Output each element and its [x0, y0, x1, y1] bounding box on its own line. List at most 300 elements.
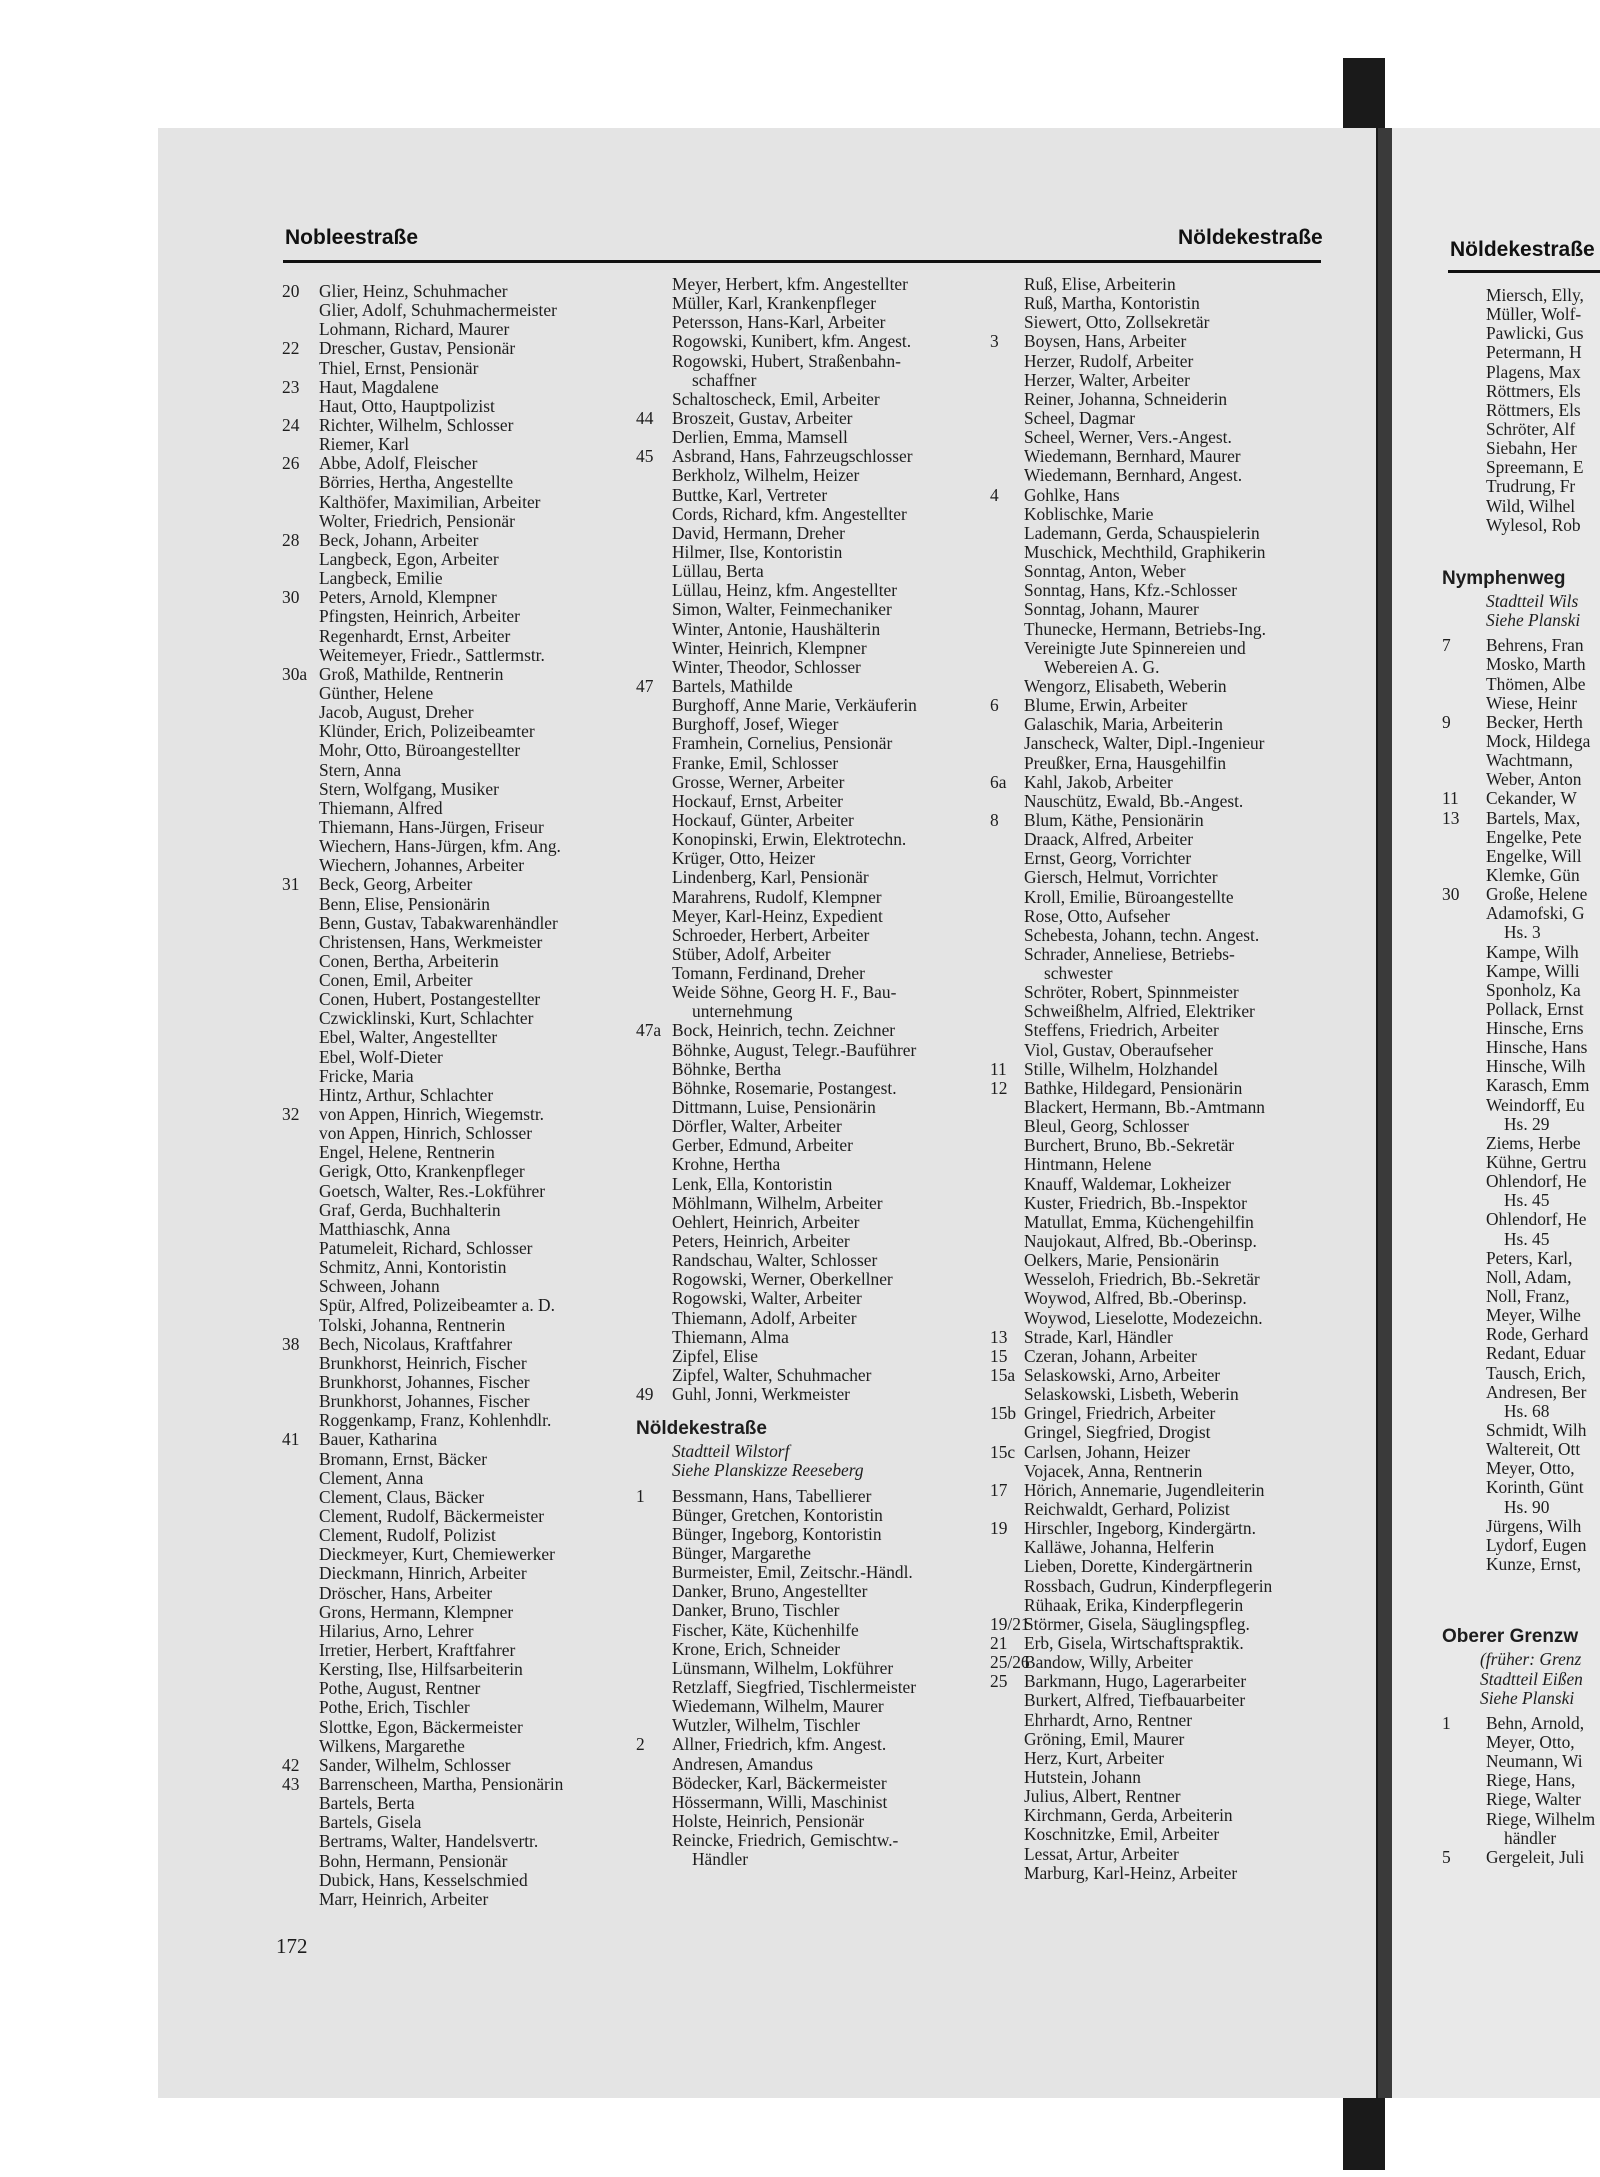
- house-number: [1442, 1172, 1486, 1191]
- resident-entry: Steffens, Friedrich, Arbeiter: [1024, 1020, 1219, 1041]
- directory-entry: [990, 1519, 1320, 1538]
- house-number: [1442, 420, 1486, 439]
- nymphenweg-map-reference: Siehe Planski: [1486, 610, 1581, 631]
- resident-entry: Kalthöfer, Maximilian, Arbeiter: [319, 491, 541, 512]
- house-number: [636, 1251, 672, 1270]
- house-number: [282, 512, 319, 531]
- directory-entry: [636, 945, 988, 964]
- directory-entry: [636, 868, 988, 887]
- resident-entry: Webereien A. G.: [1044, 656, 1160, 677]
- house-number: [1442, 516, 1486, 535]
- directory-entry: [990, 1385, 1320, 1404]
- resident-entry: Kunze, Ernst,: [1486, 1554, 1582, 1574]
- resident-entry: Engelke, Pete: [1486, 826, 1582, 847]
- directory-entry: [636, 1640, 988, 1659]
- section-title-nymphenweg: Nymphenweg: [1442, 567, 1566, 589]
- resident-entry: Koschnitzke, Emil, Arbeiter: [1024, 1824, 1220, 1845]
- house-number: [1442, 904, 1486, 923]
- resident-entry: Conen, Hubert, Postangestellter: [319, 989, 541, 1010]
- resident-entry: Jacob, August, Dreher: [319, 702, 474, 723]
- house-number: [636, 1697, 672, 1716]
- house-number: 22: [282, 338, 300, 359]
- house-number: [990, 868, 1024, 887]
- directory-entry: [282, 320, 627, 339]
- house-number: [282, 1450, 319, 1469]
- directory-entry: [282, 895, 627, 914]
- house-number: [636, 332, 672, 351]
- directory-entry: [282, 1220, 627, 1239]
- directory-entry: [636, 1194, 988, 1213]
- house-number: [1442, 1344, 1486, 1363]
- house-number: [282, 1028, 319, 1047]
- house-number: [990, 428, 1024, 447]
- house-number: [1442, 1325, 1486, 1344]
- resident-entry: Dröscher, Hans, Arbeiter: [319, 1582, 493, 1603]
- house-number: 11: [1442, 788, 1459, 809]
- directory-entry: [282, 741, 627, 760]
- resident-entry: Slottke, Egon, Bäckermeister: [319, 1716, 523, 1737]
- house-number: 25: [990, 1671, 1008, 1692]
- house-number: [990, 983, 1024, 1002]
- resident-entry: Wengorz, Elisabeth, Weberin: [1024, 675, 1227, 696]
- directory-entry: [990, 294, 1320, 313]
- house-number: [282, 1373, 319, 1392]
- resident-entry: Winter, Theodor, Schlosser: [672, 656, 861, 677]
- directory-entry: [636, 524, 988, 543]
- resident-entry: Gergeleit, Juli: [1486, 1846, 1585, 1867]
- house-number: [636, 715, 672, 734]
- resident-entry: Peters, Heinrich, Arbeiter: [672, 1231, 850, 1252]
- house-number: 8: [990, 809, 999, 830]
- house-number: [282, 990, 319, 1009]
- resident-entry: Nauschütz, Ewald, Bb.-Angest.: [1024, 790, 1244, 811]
- resident-entry: Bock, Heinrich, techn. Zeichner: [672, 1020, 896, 1041]
- house-number: 47a: [636, 1020, 662, 1041]
- house-number: [636, 1793, 672, 1812]
- house-number: [990, 524, 1024, 543]
- resident-entry: Engelke, Will: [1486, 845, 1582, 866]
- house-number: [282, 1813, 319, 1832]
- resident-entry: Oelkers, Marie, Pensionärin: [1024, 1250, 1220, 1271]
- resident-entry: Naujokaut, Alfred, Bb.-Oberinsp.: [1024, 1231, 1257, 1252]
- resident-entry: Danker, Bruno, Tischler: [672, 1600, 840, 1621]
- resident-entry: Bünger, Margarethe: [672, 1543, 812, 1563]
- house-number: [1442, 1555, 1486, 1574]
- house-number: [282, 550, 319, 569]
- resident-entry: Hs. 68: [1504, 1400, 1550, 1421]
- house-number: [636, 1289, 672, 1308]
- house-number: [636, 466, 672, 485]
- directory-entry: [990, 524, 1320, 543]
- directory-entry: [990, 1328, 1320, 1347]
- resident-entry: Kahl, Jakob, Arbeiter: [1024, 771, 1173, 792]
- house-number: [990, 1117, 1024, 1136]
- directory-entry: [282, 1086, 627, 1105]
- directory-entry: [990, 945, 1320, 964]
- directory-entry: [282, 1048, 627, 1067]
- house-number: 15a: [990, 1365, 1016, 1386]
- resident-entry: Röttmers, Els: [1486, 399, 1581, 420]
- directory-entry: [990, 1347, 1320, 1366]
- directory-entry: [636, 696, 988, 715]
- directory-entry: [1442, 324, 1600, 343]
- directory-entry: [636, 1831, 988, 1850]
- resident-entry: Brunkhorst, Johannes, Fischer: [319, 1372, 530, 1393]
- house-number: 21: [990, 1632, 1008, 1653]
- house-number: [990, 792, 1024, 811]
- directory-entry: [282, 1718, 627, 1737]
- directory-entry: [990, 1289, 1320, 1308]
- resident-entry: Rogowski, Kunibert, kfm. Angest.: [672, 331, 912, 352]
- directory-entry: [990, 1309, 1320, 1328]
- resident-entry: Röttmers, Els: [1486, 380, 1581, 401]
- house-number: [282, 1832, 319, 1851]
- directory-entry: [1442, 401, 1600, 420]
- resident-entry: Riege, Hans,: [1486, 1770, 1576, 1791]
- house-number: [990, 1787, 1024, 1806]
- house-number: 41: [282, 1429, 300, 1450]
- house-number: [1442, 1364, 1486, 1383]
- directory-entry: [636, 562, 988, 581]
- house-number: [1442, 1268, 1486, 1287]
- directory-entry: [636, 1021, 988, 1040]
- house-number: [282, 1143, 319, 1162]
- resident-entry: Behrens, Fran: [1486, 635, 1584, 656]
- house-number: [1442, 1057, 1486, 1076]
- resident-entry: Hilarius, Arno, Lehrer: [319, 1620, 474, 1641]
- directory-entry: [282, 1373, 627, 1392]
- resident-entry: Wylesol, Rob: [1486, 514, 1581, 535]
- directory-entry: [282, 1679, 627, 1698]
- resident-entry: Guhl, Jonni, Werkmeister: [672, 1384, 850, 1405]
- resident-entry: unternehmung: [692, 1001, 793, 1022]
- directory-entry: [282, 1028, 627, 1047]
- resident-entry: Mosko, Marth: [1486, 654, 1586, 675]
- directory-entry: [1442, 885, 1600, 904]
- house-number: [282, 320, 319, 339]
- resident-entry: Selaskowski, Arno, Arbeiter: [1024, 1365, 1221, 1386]
- resident-entry: Thiemann, Alfred: [319, 797, 443, 818]
- resident-entry: Roggenkamp, Franz, Kohlenhdlr.: [319, 1410, 552, 1431]
- directory-entry: [282, 914, 627, 933]
- directory-entry: [990, 1462, 1320, 1481]
- house-number: [990, 1002, 1024, 1021]
- resident-entry: Große, Helene: [1486, 884, 1588, 905]
- house-number: [282, 646, 319, 665]
- directory-entry: [990, 1117, 1320, 1136]
- house-number: [990, 639, 1024, 658]
- resident-entry: Gröning, Emil, Maurer: [1024, 1728, 1185, 1749]
- directory-entry: [990, 1175, 1320, 1194]
- column-3: [990, 275, 1320, 1883]
- directory-entry: [636, 1270, 988, 1289]
- house-number: [636, 1525, 672, 1544]
- resident-entry: Stüber, Adolf, Arbeiter: [672, 943, 831, 964]
- resident-entry: Karasch, Emm: [1486, 1075, 1590, 1096]
- directory-entry: [1442, 713, 1600, 732]
- resident-entry: Drescher, Gustav, Pensionär: [319, 338, 516, 359]
- resident-entry: Peters, Arnold, Klempner: [319, 587, 497, 608]
- resident-entry: Giersch, Helmut, Vorrichter: [1024, 867, 1218, 888]
- house-number: [1442, 923, 1486, 942]
- directory-entry: [990, 811, 1320, 830]
- directory-entry: [990, 562, 1320, 581]
- directory-entry: [990, 428, 1320, 447]
- directory-entry: [636, 830, 988, 849]
- directory-entry: [636, 352, 988, 371]
- house-number: [636, 1155, 672, 1174]
- resident-entry: Dörfler, Walter, Arbeiter: [672, 1116, 842, 1137]
- resident-entry: Wiechern, Johannes, Arbeiter: [319, 855, 525, 876]
- directory-entry: [1442, 1829, 1600, 1848]
- directory-entry: [636, 849, 988, 868]
- directory-entry: [636, 1850, 988, 1869]
- directory-entry: [282, 990, 627, 1009]
- directory-entry: [282, 1832, 627, 1851]
- directory-entry: [636, 1002, 988, 1021]
- resident-entry: Clement, Rudolf, Bäckermeister: [319, 1506, 545, 1526]
- directory-entry: [636, 1582, 988, 1601]
- resident-entry: Wolter, Friedrich, Pensionär: [319, 510, 515, 531]
- house-number: [636, 658, 672, 677]
- resident-entry: Wiedemann, Wilhelm, Maurer: [672, 1696, 884, 1717]
- resident-entry: Patumeleit, Richard, Schlosser: [319, 1238, 533, 1259]
- directory-entry: [282, 646, 627, 665]
- section-title-oberer-grenzweg: Oberer Grenzw: [1442, 1626, 1579, 1648]
- resident-entry: Clement, Anna: [319, 1467, 424, 1488]
- directory-entry: [282, 588, 627, 607]
- house-number: [990, 715, 1024, 734]
- house-number: [636, 734, 672, 753]
- resident-entry: Fischer, Käte, Küchenhilfe: [672, 1619, 859, 1640]
- resident-entry: Peters, Karl,: [1486, 1247, 1573, 1268]
- directory-entry: [282, 416, 627, 435]
- resident-entry: Dubick, Hans, Kesselschmied: [319, 1869, 528, 1890]
- house-number: [282, 1469, 319, 1488]
- house-number: [282, 761, 319, 780]
- directory-entry: [282, 454, 627, 473]
- house-number: [282, 493, 319, 512]
- house-number: [282, 569, 319, 588]
- directory-entry: [990, 1749, 1320, 1768]
- resident-entry: Schrader, Anneliese, Betriebs-: [1024, 943, 1235, 964]
- resident-entry: Noll, Franz,: [1486, 1286, 1570, 1307]
- right-page-header: Nöldekestraße: [1450, 238, 1595, 261]
- directory-entry: [282, 359, 627, 378]
- resident-entry: Dieckmann, Hinrich, Arbeiter: [319, 1563, 527, 1584]
- directory-entry: [1442, 1344, 1600, 1363]
- directory-entry: [282, 1871, 627, 1890]
- house-number: 26: [282, 453, 300, 474]
- directory-entry: [282, 722, 627, 741]
- directory-entry: [282, 1162, 627, 1181]
- resident-entry: Asbrand, Hans, Fahrzeugschlosser: [672, 446, 913, 467]
- resident-entry: Redant, Eduar: [1486, 1343, 1586, 1364]
- house-number: [282, 1258, 319, 1277]
- resident-entry: Andresen, Amandus: [672, 1753, 814, 1774]
- resident-entry: Ebel, Wolf-Dieter: [319, 1046, 443, 1067]
- resident-entry: Herz, Kurt, Arbeiter: [1024, 1747, 1165, 1768]
- resident-entry: Marahrens, Rudolf, Klempner: [672, 886, 882, 907]
- directory-entry: [990, 734, 1320, 753]
- directory-entry: [1442, 789, 1600, 808]
- house-number: 2: [636, 1734, 645, 1755]
- resident-entry: Hintz, Arthur, Schlachter: [319, 1084, 494, 1105]
- house-number: 25/26: [990, 1652, 1030, 1673]
- directory-entry: [282, 1009, 627, 1028]
- resident-entry: Ernst, Georg, Vorrichter: [1024, 848, 1192, 869]
- house-number: [1442, 497, 1486, 516]
- house-number: 13: [1442, 807, 1460, 828]
- house-number: [990, 1232, 1024, 1251]
- directory-entry: [282, 665, 627, 684]
- house-number: [990, 620, 1024, 639]
- directory-entry: [636, 907, 988, 926]
- directory-entry: [282, 1698, 627, 1717]
- resident-entry: Schröter, Alf: [1486, 418, 1576, 439]
- resident-entry: Oehlert, Heinrich, Arbeiter: [672, 1211, 860, 1232]
- resident-entry: Bartels, Berta: [319, 1793, 415, 1814]
- house-number: [636, 888, 672, 907]
- resident-entry: Broszeit, Gustav, Arbeiter: [672, 407, 853, 428]
- house-number: [282, 1507, 319, 1526]
- directory-entry: [1442, 694, 1600, 713]
- resident-entry: Bartels, Gisela: [319, 1812, 422, 1833]
- directory-entry: [636, 1098, 988, 1117]
- house-number: [1442, 1306, 1486, 1325]
- resident-entry: Carlsen, Johann, Heizer: [1024, 1441, 1191, 1462]
- resident-entry: Becker, Herth: [1486, 711, 1583, 732]
- house-number: [1442, 1478, 1486, 1497]
- house-number: [636, 390, 672, 409]
- house-number: [1442, 1019, 1486, 1038]
- house-number: [282, 1354, 319, 1373]
- house-number: [990, 1577, 1024, 1596]
- house-number: [990, 1557, 1024, 1576]
- house-number: [1442, 732, 1486, 751]
- resident-entry: Wesseloh, Friedrich, Bb.-Sekretär: [1024, 1269, 1260, 1290]
- resident-entry: Herzer, Rudolf, Arbeiter: [1024, 350, 1194, 371]
- resident-entry: Groß, Mathilde, Rentnerin: [319, 663, 504, 684]
- resident-entry: Burmeister, Emil, Zeitschr.-Händl.: [672, 1562, 913, 1583]
- house-number: [990, 888, 1024, 907]
- directory-entry: [282, 1296, 627, 1315]
- directory-entry: [1442, 286, 1600, 305]
- house-number: 13: [990, 1326, 1008, 1347]
- directory-entry: [1442, 751, 1600, 770]
- directory-entry: [990, 1768, 1320, 1787]
- house-number: 30: [1442, 884, 1460, 905]
- directory-entry: [282, 301, 627, 320]
- directory-entry: [282, 1890, 627, 1909]
- resident-entry: Weindorff, Eu: [1486, 1094, 1585, 1115]
- resident-entry: Lüllau, Heinz, kfm. Angestellter: [672, 580, 898, 601]
- directory-entry: [990, 600, 1320, 619]
- resident-entry: Weitemeyer, Friedr., Sattlermstr.: [319, 644, 545, 665]
- house-number: [1442, 828, 1486, 847]
- directory-entry: [990, 1270, 1320, 1289]
- house-number: 20: [282, 281, 300, 301]
- house-number: [1442, 1771, 1486, 1790]
- directory-entry: [1442, 1191, 1600, 1210]
- directory-entry: [282, 971, 627, 990]
- house-number: [990, 1041, 1024, 1060]
- resident-entry: Kühne, Gertru: [1486, 1152, 1587, 1173]
- house-number: [990, 1864, 1024, 1883]
- house-number: [990, 1136, 1024, 1155]
- house-number: [990, 1098, 1024, 1117]
- directory-entry: [282, 875, 627, 894]
- directory-entry: [282, 1622, 627, 1641]
- directory-entry: [636, 983, 988, 1002]
- directory-entry: [282, 933, 627, 952]
- resident-entry: Thunecke, Hermann, Betriebs-Ing.: [1024, 618, 1266, 639]
- directory-entry: [1442, 1810, 1600, 1829]
- house-number: 30: [282, 587, 300, 608]
- house-number: [282, 1852, 319, 1871]
- resident-entry: Blum, Käthe, Pensionärin: [1024, 809, 1204, 830]
- directory-entry: [990, 1711, 1320, 1730]
- resident-entry: Boysen, Hans, Arbeiter: [1024, 331, 1187, 352]
- resident-entry: Benn, Elise, Pensionärin: [319, 893, 490, 914]
- resident-entry: Goetsch, Walter, Res.-Lokführer: [319, 1180, 546, 1201]
- directory-entry: [990, 1538, 1320, 1557]
- resident-entry: Bertrams, Walter, Handelsvertr.: [319, 1831, 539, 1852]
- house-number: [1442, 1402, 1486, 1421]
- resident-entry: Berkholz, Wilhelm, Heizer: [672, 465, 860, 486]
- house-number: [282, 933, 319, 952]
- directory-entry: [990, 1577, 1320, 1596]
- house-number: [990, 294, 1024, 313]
- resident-entry: Ohlendorf, He: [1486, 1209, 1587, 1230]
- directory-entry: [282, 1450, 627, 1469]
- resident-entry: Mock, Hildega: [1486, 730, 1591, 751]
- house-number: [636, 1601, 672, 1620]
- directory-entry: [1442, 1440, 1600, 1459]
- house-number: [636, 1136, 672, 1155]
- directory-entry: [990, 1481, 1320, 1500]
- resident-entry: Gringel, Friedrich, Arbeiter: [1024, 1403, 1216, 1424]
- grenzweg-former-name: (früher: Grenz: [1480, 1649, 1582, 1670]
- resident-entry: Lieben, Dorette, Kindergärtnerin: [1024, 1556, 1253, 1577]
- directory-entry: [282, 1507, 627, 1526]
- house-number: [636, 1850, 672, 1869]
- page-number: 172: [276, 1934, 308, 1958]
- resident-entry: Schweißhelm, Alfried, Elektriker: [1024, 1001, 1255, 1022]
- house-number: [282, 1641, 319, 1660]
- house-number: [1442, 1536, 1486, 1555]
- resident-entry: Lessat, Artur, Arbeiter: [1024, 1843, 1179, 1864]
- directory-entry: [636, 1487, 988, 1506]
- directory-entry: [282, 473, 627, 492]
- resident-entry: Christensen, Hans, Werkmeister: [319, 931, 543, 952]
- house-number: [282, 1794, 319, 1813]
- directory-entry: [990, 1002, 1320, 1021]
- house-number: [1442, 1829, 1486, 1848]
- resident-entry: Thiemann, Hans-Jürgen, Friseur: [319, 816, 544, 837]
- directory-entry: [636, 1621, 988, 1640]
- house-number: [1442, 1210, 1486, 1229]
- resident-entry: Böhnke, Bertha: [672, 1058, 782, 1079]
- house-number: [990, 1194, 1024, 1213]
- directory-entry: [282, 837, 627, 856]
- directory-entry: [282, 684, 627, 703]
- house-number: [990, 1175, 1024, 1194]
- house-number: [990, 1500, 1024, 1519]
- directory-entry: [282, 952, 627, 971]
- house-number: [990, 409, 1024, 428]
- directory-entry: [636, 1563, 988, 1582]
